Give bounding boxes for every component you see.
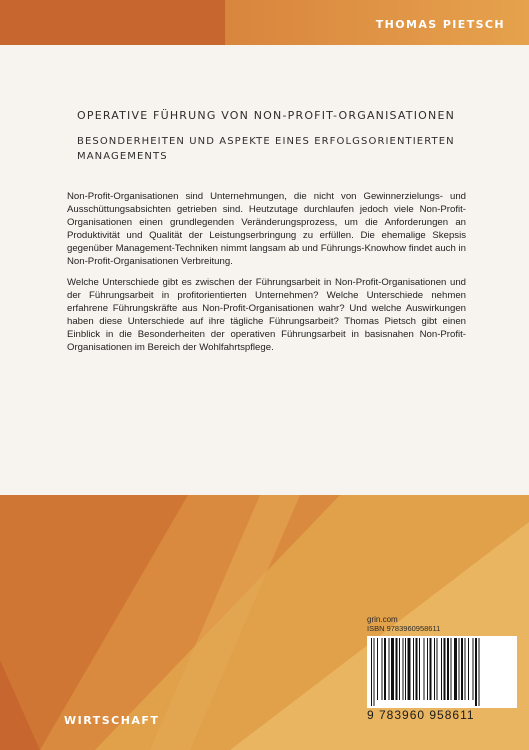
- barcode-bar: [430, 638, 432, 700]
- barcode-bar: [459, 638, 460, 700]
- barcode-bar: [377, 638, 378, 700]
- blurb-paragraph: Welche Unterschiede gibt es zwischen der Führungsarbeit in Non-Profit-Organisationen und der Führungsarbeit in profitorientierten Unternehmen? Welche Unterschiede nehmen erfahrene Führungskräfte aus Non-Profit-Organisationen wahr? Und welche Auswirkungen haben diese Unterschiede auf ihre tägliche Führungsarbeit? Thomas Pietsch gibt einen Einblick in die Besonderheiten der operativen Führungsarbeit in basisnahen Non-Profit-Organisationen im Bereich der Wohlfahrtspflege.: [67, 277, 466, 353]
- blurb-text: [67, 191, 466, 364]
- barcode-bar: [427, 638, 428, 700]
- barcode-bar: [473, 638, 474, 700]
- barcode-bar: [382, 638, 383, 700]
- barcode-bar: [465, 638, 466, 700]
- barcode-bar: [479, 638, 480, 706]
- isbn-text: ISBN 9783960958611: [367, 624, 441, 633]
- barcode-bar: [434, 638, 435, 700]
- barcode-block: [367, 615, 521, 735]
- barcode-bar: [468, 638, 469, 700]
- barcode-bar: [416, 638, 418, 700]
- barcode-bar: [391, 638, 394, 700]
- publisher-site: grin.com: [367, 615, 398, 624]
- barcode-bar: [389, 638, 390, 700]
- series-label: WIRTSCHAFT: [64, 714, 160, 727]
- barcode: [367, 636, 517, 721]
- barcode-bar: [403, 638, 404, 700]
- barcode-bar: [424, 638, 425, 700]
- barcode-bar: [413, 638, 414, 700]
- barcode-bars: [367, 636, 517, 708]
- barcode-bar: [437, 638, 438, 700]
- barcode-bar: [399, 638, 400, 700]
- barcode-bar: [451, 638, 452, 700]
- barcode-bar: [447, 638, 449, 700]
- barcode-bar: [405, 638, 406, 700]
- barcode-bar: [374, 638, 375, 706]
- barcode-bar: [461, 638, 463, 700]
- barcode-bar: [419, 638, 420, 700]
- barcode-bar: [454, 638, 457, 700]
- book-title: OPERATIVE FÜHRUNG VON NON-PROFIT-ORGANISATIONEN: [77, 109, 456, 122]
- barcode-bar: [371, 638, 372, 706]
- barcode-bar: [408, 638, 411, 700]
- author-name: THOMAS PIETSCH: [375, 18, 505, 31]
- barcode-bar: [396, 638, 398, 700]
- barcode-bar: [475, 638, 477, 706]
- barcode-bar: [444, 638, 446, 700]
- top-color-band: [0, 0, 529, 45]
- top-band-dark-block: [0, 0, 225, 45]
- book-subtitle: BESONDERHEITEN UND ASPEKTE EINES ERFOLGSORIENTIERTEN MANAGEMENTS: [77, 136, 455, 162]
- blurb-paragraph: Non-Profit-Organisationen sind Unternehmungen, die nicht von Gewinnerzielungs- und Ausschüttungsabsichten getrieben sind. Heutzutage durchlaufen jedoch viele Non-Profit-Organisationen einen grundlegenden Veränderungsprozess, um die Anforderungen an Produktivität und Qualität der Leistungserbringung zu erfüllen. Die ehemalige Skepsis gegenüber Management-Techniken nimmt langsam ab und Führungs-Knowhow findet auch in Non-Profit-Organisationen Verbreitung.: [67, 191, 466, 267]
- barcode-bar: [384, 638, 386, 700]
- barcode-number: 9 783960 958611: [367, 708, 475, 722]
- barcode-bar: [441, 638, 442, 700]
